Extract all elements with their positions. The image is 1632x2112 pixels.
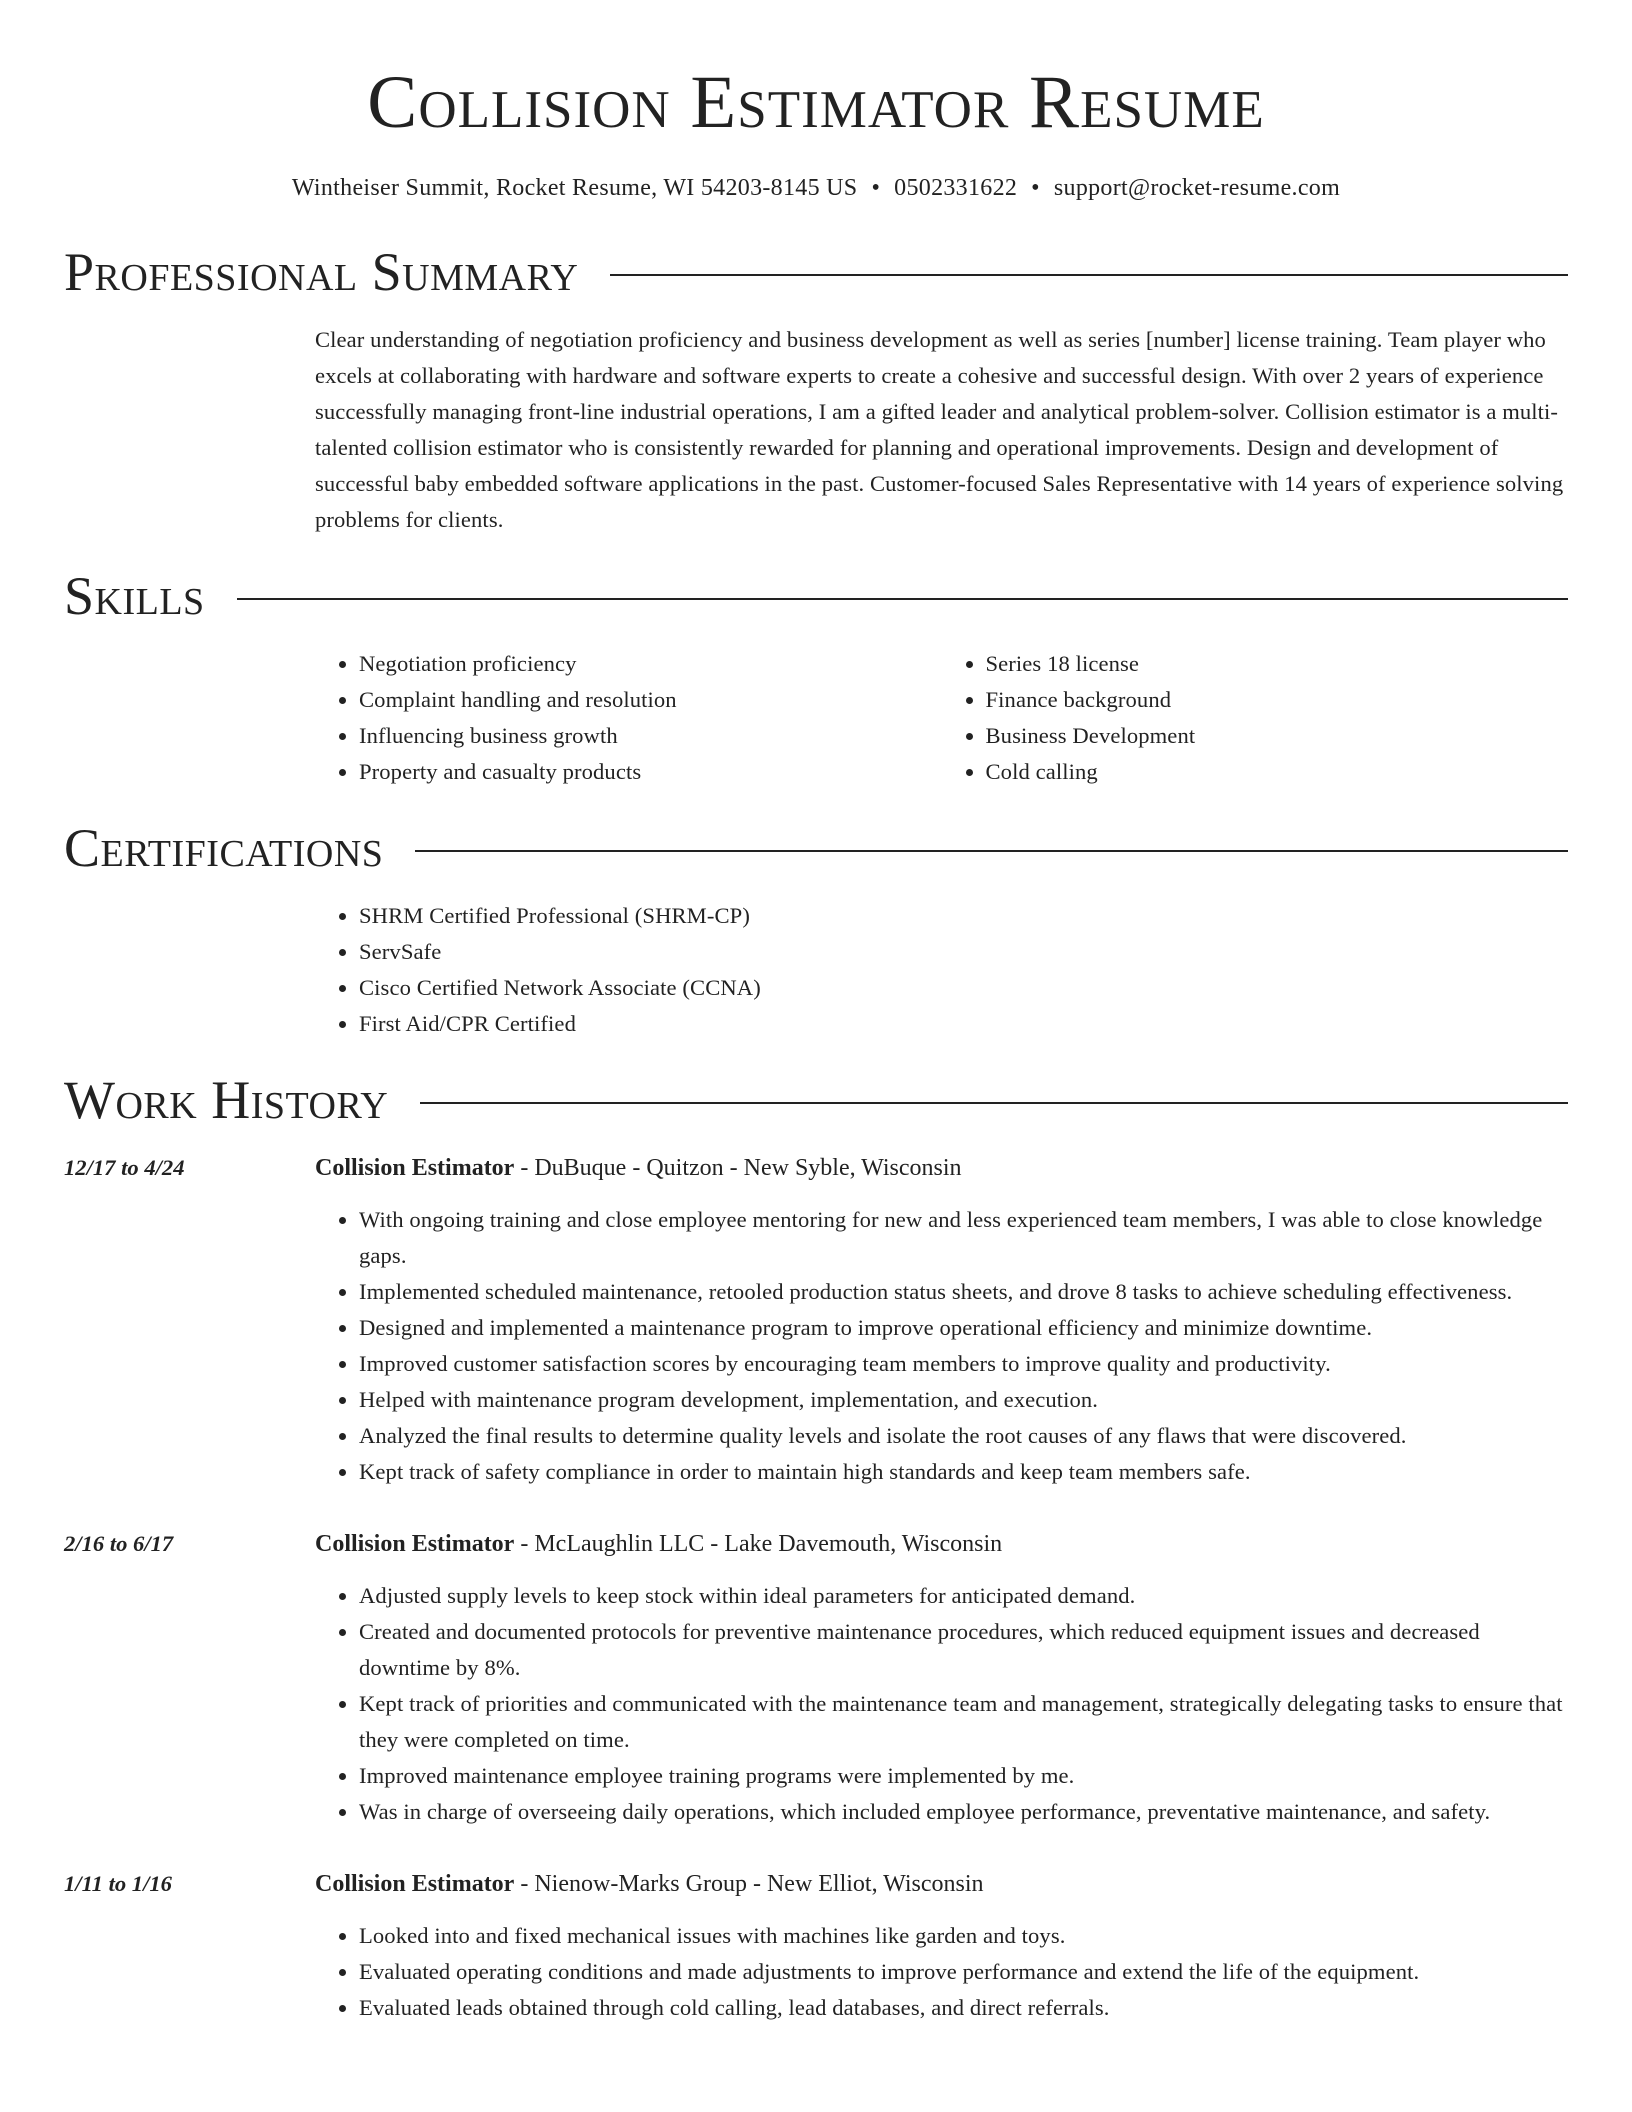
job-bullet: • Kept track of safety compliance in order to maintain high standards and keep team members safe. [359, 1454, 1568, 1490]
job-bullet: • Improved maintenance employee training programs were implemented by me. [359, 1758, 1568, 1794]
job-bullets [315, 1578, 1568, 1830]
section-divider [610, 274, 1568, 276]
job-entry [64, 1866, 1568, 2026]
job-bullet: • Was in charge of overseeing daily operations, which included employee performance, preventative maintenance, and safety. [359, 1794, 1568, 1830]
certifications-list [315, 898, 1568, 1042]
job-bullet: • Analyzed the final results to determine quality levels and isolate the root causes of any flaws that were discovered. [359, 1418, 1568, 1454]
certifications-heading: Certifications [64, 818, 384, 878]
job-title: Collision Estimator [315, 1531, 515, 1557]
job-bullet: • Helped with maintenance program development, implementation, and execution. [359, 1382, 1568, 1418]
contact-address: Wintheiser Summit, Rocket Resume, WI 54203-8145 US [291, 175, 858, 201]
job-dates: 1/11 to 1/16 [64, 1871, 172, 1896]
skill-item: • Business Development [986, 718, 1569, 754]
skill-item: • Negotiation proficiency [359, 646, 942, 682]
job-bullet: • Created and documented protocols for preventive maintenance procedures, which reduced equipment issues and decreased downtime by 8%. [359, 1614, 1568, 1686]
job-title-line [315, 1866, 984, 1902]
summary-body [315, 322, 1568, 538]
job-bullet: • Improved customer satisfaction scores by encouraging team members to improve quality and productivity. [359, 1346, 1568, 1382]
skill-item: • Cold calling [986, 754, 1569, 790]
job-dates: 12/17 to 4/24 [64, 1155, 185, 1180]
job-bullet: • Evaluated leads obtained through cold calling, lead databases, and direct referrals. [359, 1990, 1568, 2026]
job-header [64, 1150, 1568, 1186]
job-bullet: • Designed and implemented a maintenance program to improve operational efficiency and minimize downtime. [359, 1310, 1568, 1346]
contact-separator: • [871, 175, 881, 201]
job-bullet: • Adjusted supply levels to keep stock within ideal parameters for anticipated demand. [359, 1578, 1568, 1614]
job-dates: 2/16 to 6/17 [64, 1531, 174, 1556]
job-title: Collision Estimator [315, 1871, 515, 1897]
contact-separator: • [1031, 175, 1040, 201]
job-bullet: • Looked into and fixed mechanical issues with machines like garden and toys. [359, 1918, 1568, 1954]
contact-line [64, 172, 1568, 204]
job-bullet: • Kept track of priorities and communicated with the maintenance team and management, strategically delegating tasks to ensure that they were completed on time. [359, 1686, 1568, 1758]
skill-item: • Finance background [986, 682, 1569, 718]
work-history-section-header [64, 1068, 1568, 1132]
job-title: Collision Estimator [315, 1155, 515, 1181]
section-divider [415, 850, 1568, 852]
certification-item: • SHRM Certified Professional (SHRM-CP) [359, 898, 1568, 934]
skills-column-right [942, 646, 1569, 790]
job-header [64, 1866, 1568, 1902]
skills-heading: Skills [64, 566, 205, 626]
contact-email: support@rocket-resume.com [1053, 175, 1341, 201]
job-bullets [315, 1202, 1568, 1490]
job-employer-location: - DuBuque - Quitzon - New Syble, Wisconsin [514, 1155, 962, 1181]
job-bullet: • Implemented scheduled maintenance, retooled production status sheets, and drove 8 tasks to achieve scheduling effectiveness. [359, 1274, 1568, 1310]
summary-section-header [64, 240, 1568, 304]
job-bullets [315, 1918, 1568, 2026]
job-bullet: • Evaluated operating conditions and made adjustments to improve performance and extend the life of the equipment. [359, 1954, 1568, 1990]
certification-item: • First Aid/CPR Certified [359, 1006, 1568, 1042]
skill-item: • Series 18 license [986, 646, 1569, 682]
job-employer-location: - McLaughlin LLC - Lake Davemouth, Wisconsin [514, 1531, 1003, 1557]
summary-heading: Professional Summary [64, 242, 579, 302]
certifications-section-header [64, 816, 1568, 880]
resume-title: Collision Estimator Resume [367, 61, 1265, 144]
job-header [64, 1526, 1568, 1562]
job-entry [64, 1150, 1568, 1490]
job-employer-location: - Nienow-Marks Group - New Elliot, Wisconsin [514, 1871, 984, 1897]
certification-item: • ServSafe [359, 934, 1568, 970]
job-title-line [315, 1526, 1002, 1562]
job-bullet: • With ongoing training and close employee mentoring for new and less experienced team members, I was able to close knowledge gaps. [359, 1202, 1568, 1274]
skills-column-left [315, 646, 942, 790]
work-history-heading: Work History [64, 1070, 389, 1130]
skills-section-header [64, 564, 1568, 628]
skill-item: • Influencing business growth [359, 718, 942, 754]
job-entry [64, 1526, 1568, 1830]
skill-item: • Property and casualty products [359, 754, 942, 790]
summary-text: Clear understanding of negotiation proficiency and business development as well as series [number] license training. Team player who excels at collaborating with hardware and software experts to create a cohesive and successful design. With over 2 years of experience successfully managing front-line industrial operations, I am a gifted leader and analytical problem-solver. Collision estimator is a multi-talented collision estimator who is consistently rewarded for planning and operational improvements. Design and development of successful baby embedded software applications in the past. Customer-focused Sales Representative with 14 years of experience solving problems for clients. [315, 327, 1564, 532]
job-title-line [315, 1150, 962, 1186]
skills-list [315, 646, 1568, 790]
section-divider [237, 598, 1568, 600]
resume-page [64, 0, 1568, 2026]
certification-item: • Cisco Certified Network Associate (CCNA) [359, 970, 1568, 1006]
contact-phone: 0502331622 [894, 175, 1018, 201]
section-divider [420, 1102, 1568, 1104]
skill-item: • Complaint handling and resolution [359, 682, 942, 718]
